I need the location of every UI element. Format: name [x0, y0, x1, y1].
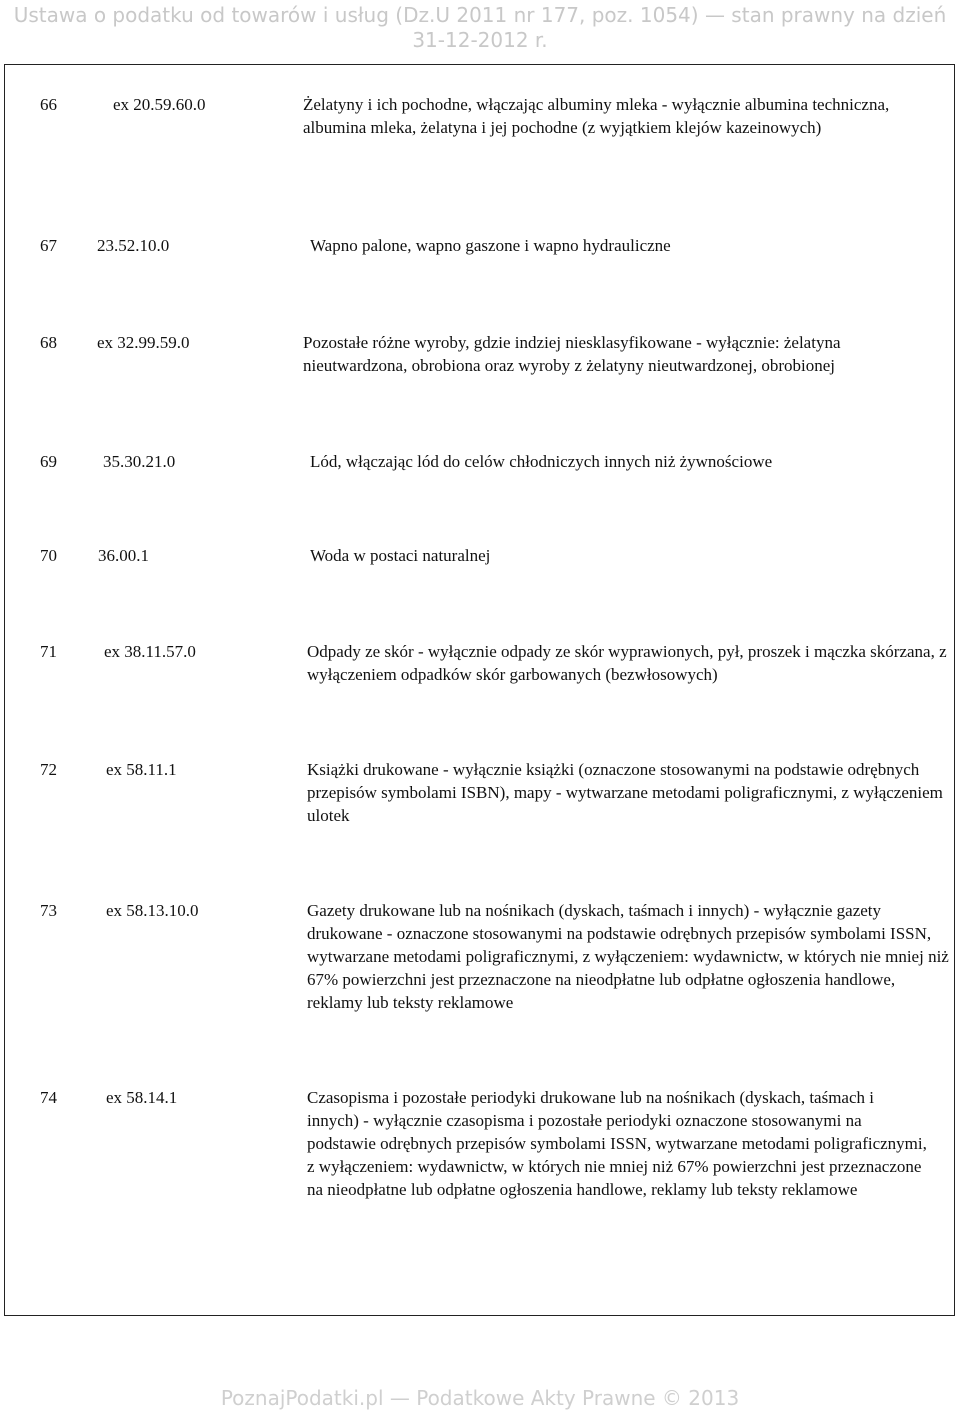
row-code: 35.30.21.0: [103, 452, 176, 471]
row-code: ex 38.11.57.0: [104, 642, 196, 661]
row-number: 68: [40, 333, 57, 352]
header-date: 31-12-2012 r.: [412, 28, 548, 52]
row-code: 23.52.10.0: [97, 236, 170, 255]
row-description: Czasopisma i pozostałe periodyki drukowane lub na nośnikach (dyskach, taśmach i innych) - wyłącznie czasopisma i pozostałe periodyki oznaczone stosowanymi na podstawie odrębnych przepisów symbolami ISSN, wytwarzane metodami poligraficznymi, z wyłączeniem: wydawnictw, w których nie mniej niż 67% powierzchni jest przeznaczone na nieodpłatne lub odpłatne ogłoszenia handlowe, reklamy lub teksty reklamowe: [307, 1088, 927, 1199]
row-number: 72: [40, 760, 57, 779]
row-description: Woda w postaci naturalnej: [310, 546, 491, 565]
row-code: ex 58.14.1: [106, 1088, 178, 1107]
goods-table: [4, 64, 955, 1316]
row-description: Lód, włączając lód do celów chłodniczych innych niż żywnościowe: [310, 452, 773, 471]
row-code: ex 58.13.10.0: [106, 901, 199, 920]
row-code: ex 58.11.1: [106, 760, 177, 779]
row-code: ex 32.99.59.0: [97, 333, 190, 352]
row-code: 36.00.1: [98, 546, 149, 565]
row-number: 66: [40, 95, 57, 114]
row-number: 69: [40, 452, 57, 471]
header-title: Ustawa o podatku od towarów i usług (Dz.U 2011 nr 177, poz. 1054) — stan prawny na dzień: [13, 3, 947, 27]
row-number: 74: [40, 1088, 57, 1107]
row-description: Pozostałe różne wyroby, gdzie indziej niesklasyfikowane - wyłącznie: żelatyna nieutwardzona, obrobiona oraz wyroby z żelatyny nieutwardzonej, obrobionej: [303, 333, 841, 375]
row-description: Książki drukowane - wyłącznie książki (oznaczone stosowanymi na podstawie odrębnych przepisów symbolami ISBN), mapy - wytwarzane metodami poligraficznymi, z wyłączeniem ulotek: [307, 760, 943, 825]
row-number: 73: [40, 901, 57, 920]
row-description: Żelatyny i ich pochodne, włączając albuminy mleka - wyłącznie albumina techniczna, albumina mleka, żelatyna i jej pochodne (z wyjątkiem klejów kazeinowych): [303, 95, 890, 137]
row-number: 70: [40, 546, 57, 565]
row-number: 67: [40, 236, 57, 255]
row-code: ex 20.59.60.0: [113, 95, 206, 114]
row-description: Gazety drukowane lub na nośnikach (dyskach, taśmach i innych) - wyłącznie gazety drukowane - oznaczone stosowanymi na podstawie odrębnych przepisów symbolami ISSN, wytwarzane metodami poligraficznymi, z wyłączeniem: wydawnictw, w których nie mniej niż 67% powierzchni jest przeznaczone na nieodpłatne lub odpłatne ogłoszenia handlowe, reklamy lub teksty reklamowe: [307, 901, 949, 1012]
footer-watermark: PoznajPodatki.pl — Podatkowe Akty Prawne © 2013: [220, 1386, 740, 1410]
row-number: 71: [40, 642, 57, 661]
row-description: Wapno palone, wapno gaszone i wapno hydrauliczne: [310, 236, 671, 255]
row-description: Odpady ze skór - wyłącznie odpady ze skór wyprawionych, pył, proszek i mączka skórzana, z wyłączeniem odpadków skór garbowanych (bezwłosowych): [307, 642, 947, 684]
